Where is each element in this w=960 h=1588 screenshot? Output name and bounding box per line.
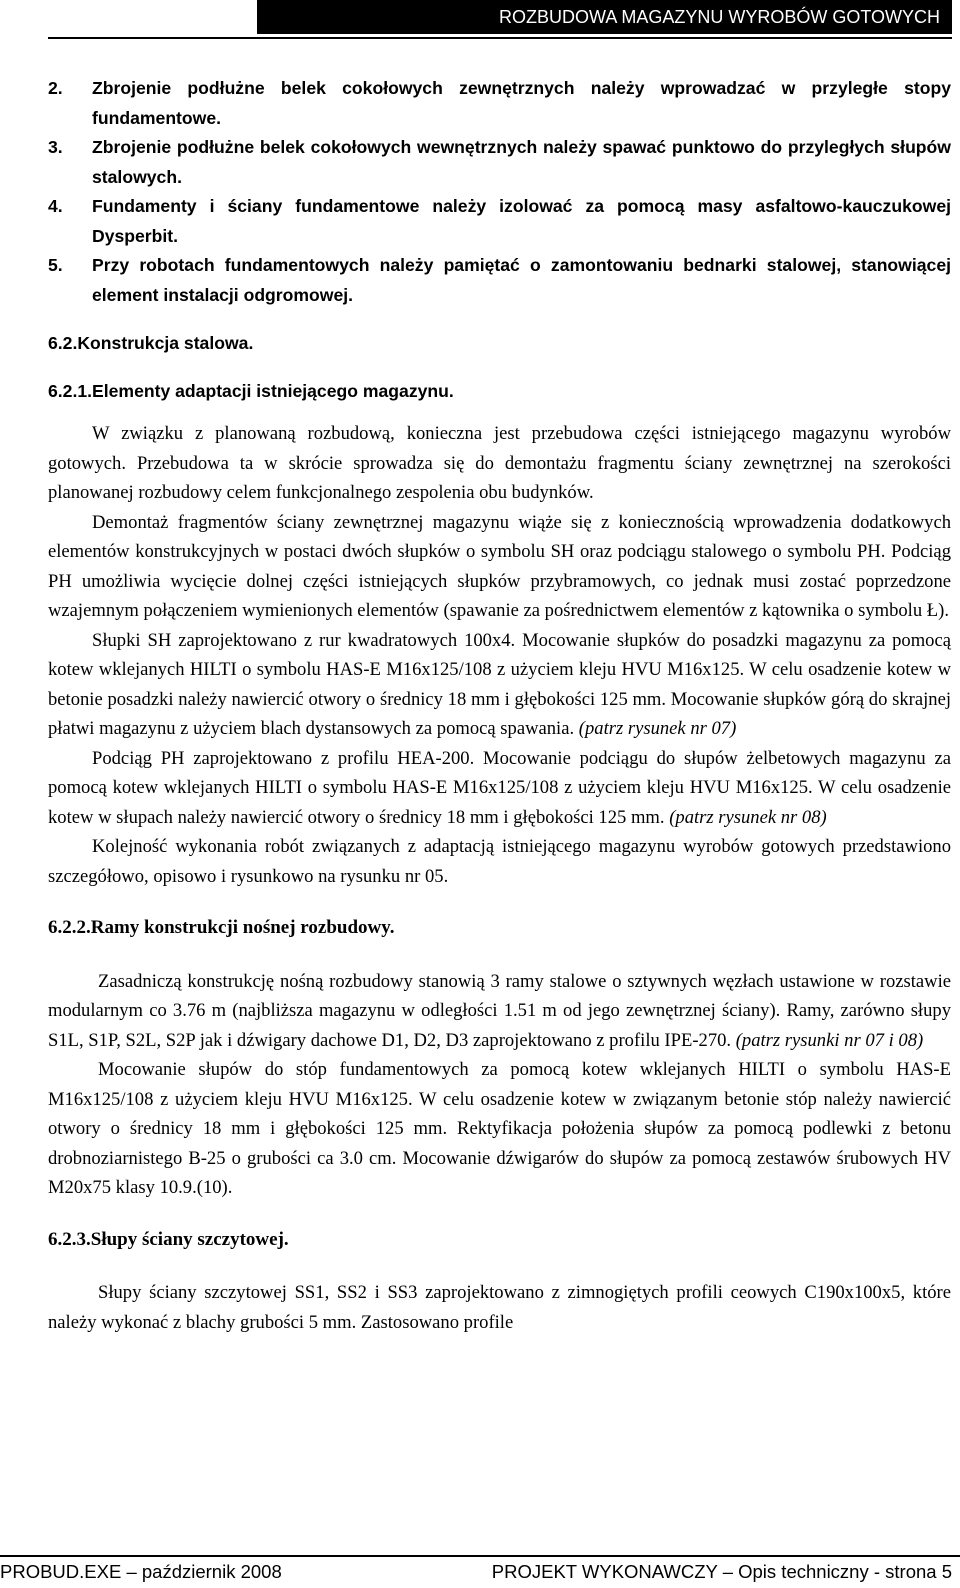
- section-heading-6-2-2: 6.2.2.Ramy konstrukcji nośnej rozbudowy.: [48, 917, 395, 938]
- section-heading-6-2-3: 6.2.3.Słupy ściany szczytowej.: [48, 1228, 289, 1250]
- paragraph: [48, 744, 951, 833]
- list-text: Fundamenty i ściany fundamentowe należy izolować za pomocą masy asfaltowo-kauczukowej Dysperbit.: [92, 196, 951, 246]
- paragraph: Kolejność wykonania robót związanych z adaptacją istniejącego magazynu wyrobów gotowych przedstawiono szczegółowo, opisowo i rysunkowo na rysunku nr 05.: [48, 836, 951, 887]
- list-item: [48, 74, 951, 133]
- paragraph: W związku z planowaną rozbudową, konieczna jest przebudowa części istniejącego magazynu wyrobów gotowych. Przebudowa ta w skrócie sprowadza się do demontażu fragmentu ściany zewnętrznej na szerokości planowanej rozbudowy celem funkcjonalnego zespolenia obu budynków.: [48, 423, 951, 503]
- numbered-list: [48, 74, 951, 310]
- list-text: Zbrojenie podłużne belek cokołowych zewnętrznych należy wprowadzać w przyległe stopy fundamentowe.: [92, 78, 951, 128]
- paragraph: [48, 967, 951, 1056]
- paragraph: Mocowanie słupów do stóp fundamentowych za pomocą kotew wklejanych HILTI o symbolu HAS-E M16x125/108 z użyciem kleju HVU M16x125. W celu osadzenie kotew w związanym betonie stóp należy nawiercić otwory o średnicy 18 mm i głębokości 125 mm. Rektyfikacja położenia słupów za pomocą podlewki z betonu drobnoziarnistego B-25 o grubości ca 3.0 cm. Mocowanie dźwigarów do słupów za pomocą zestawów śrubowych HV M20x75 klasy 10.9.(10).: [48, 1059, 951, 1198]
- footer-left: PROBUD.EXE – październik 2008: [0, 1561, 282, 1582]
- section-heading-6-2: 6.2.Konstrukcja stalowa.: [48, 333, 254, 353]
- list-text: Zbrojenie podłużne belek cokołowych wewnętrznych należy spawać punktowo do przyległych słupów stalowych.: [92, 137, 951, 187]
- list-number: 2.: [48, 78, 63, 98]
- page-header: [0, 0, 960, 34]
- figure-reference: (patrz rysunek nr 08): [669, 806, 827, 828]
- page-footer: [0, 1558, 960, 1586]
- list-item: [48, 192, 951, 251]
- figure-reference: (patrz rysunki nr 07 i 08): [735, 1029, 924, 1051]
- list-number: 3.: [48, 137, 63, 157]
- paragraph: [48, 626, 951, 744]
- paragraph-text: Podciąg PH zaprojektowano z profilu HEA-200. Mocowanie podciągu do słupów żelbetowych magazynu za pomocą kotew wklejanych HILTI o symbolu HAS-E M16x125/108 z użyciem kleju HVU M16x125. W celu osadzenie kotew w słupach należy nawiercić otwory o średnicy 18 mm i głębokości 125 mm.: [48, 747, 951, 828]
- list-number: 5.: [48, 255, 63, 275]
- header-title: ROZBUDOWA MAGAZYNU WYROBÓW GOTOWYCH: [257, 0, 952, 34]
- document-body: [48, 74, 951, 1337]
- paragraph-text: Zasadniczą konstrukcję nośną rozbudowy stanowią 3 ramy stalowe o sztywnych węzłach ustawione w rozstawie modularnym co 3.76 m (najbliższa magazynu w odległości 1.51 m od jego zewnętrznej ściany). Ramy, zarówno słupy S1L, S1P, S2L, S2P jak i dźwigary dachowe D1, D2, D3 zaprojektowano z profilu IPE-270.: [48, 970, 951, 1051]
- footer-rule: [0, 1555, 960, 1557]
- header-rule: [48, 37, 952, 39]
- paragraph: Demontaż fragmentów ściany zewnętrznej magazynu wiąże się z koniecznością wprowadzenia dodatkowych elementów konstrukcyjnych w postaci dwóch słupków o symbolu SH oraz podciągu stalowego o symbolu PH. Podciąg PH umożliwia wycięcie dolnej części istniejących słupków przybramowych, co jednak musi zostać poprzedzone wzajemnym połączeniem wymienionych elementów (spawanie za pośrednictwem elementów z kątownika o symbolu Ł).: [48, 511, 951, 621]
- list-item: [48, 251, 951, 310]
- list-text: Przy robotach fundamentowych należy pamiętać o zamontowaniu bednarki stalowej, stanowiącej element instalacji odgromowej.: [92, 255, 951, 305]
- list-number: 4.: [48, 196, 63, 216]
- paragraph-text: Słupki SH zaprojektowano z rur kwadratowych 100x4. Mocowanie słupków do posadzki magazynu za pomocą kotew wklejanych HILTI o symbolu HAS-E M16x125/108 z użyciem kleju HVU M16x125. W celu osadzenie kotew w betonie posadzki należy nawiercić otwory o średnicy 18 mm i głębokości 125 mm. Mocowanie słupków górą do skrajnej płatwi magazynu z użyciem blach dystansowych za pomocą spawania.: [48, 629, 951, 739]
- figure-reference: (patrz rysunek nr 07): [578, 718, 737, 739]
- footer-right: PROJEKT WYKONAWCZY – Opis techniczny - strona 5: [491, 1561, 952, 1582]
- list-item: [48, 133, 951, 192]
- paragraph: Słupy ściany szczytowej SS1, SS2 i SS3 zaprojektowano z zimnogiętych profili ceowych C190x100x5, które należy wykonać z blachy grubości 5 mm. Zastosowano profile: [48, 1282, 951, 1333]
- section-heading-6-2-1: 6.2.1.Elementy adaptacji istniejącego magazynu.: [48, 380, 454, 401]
